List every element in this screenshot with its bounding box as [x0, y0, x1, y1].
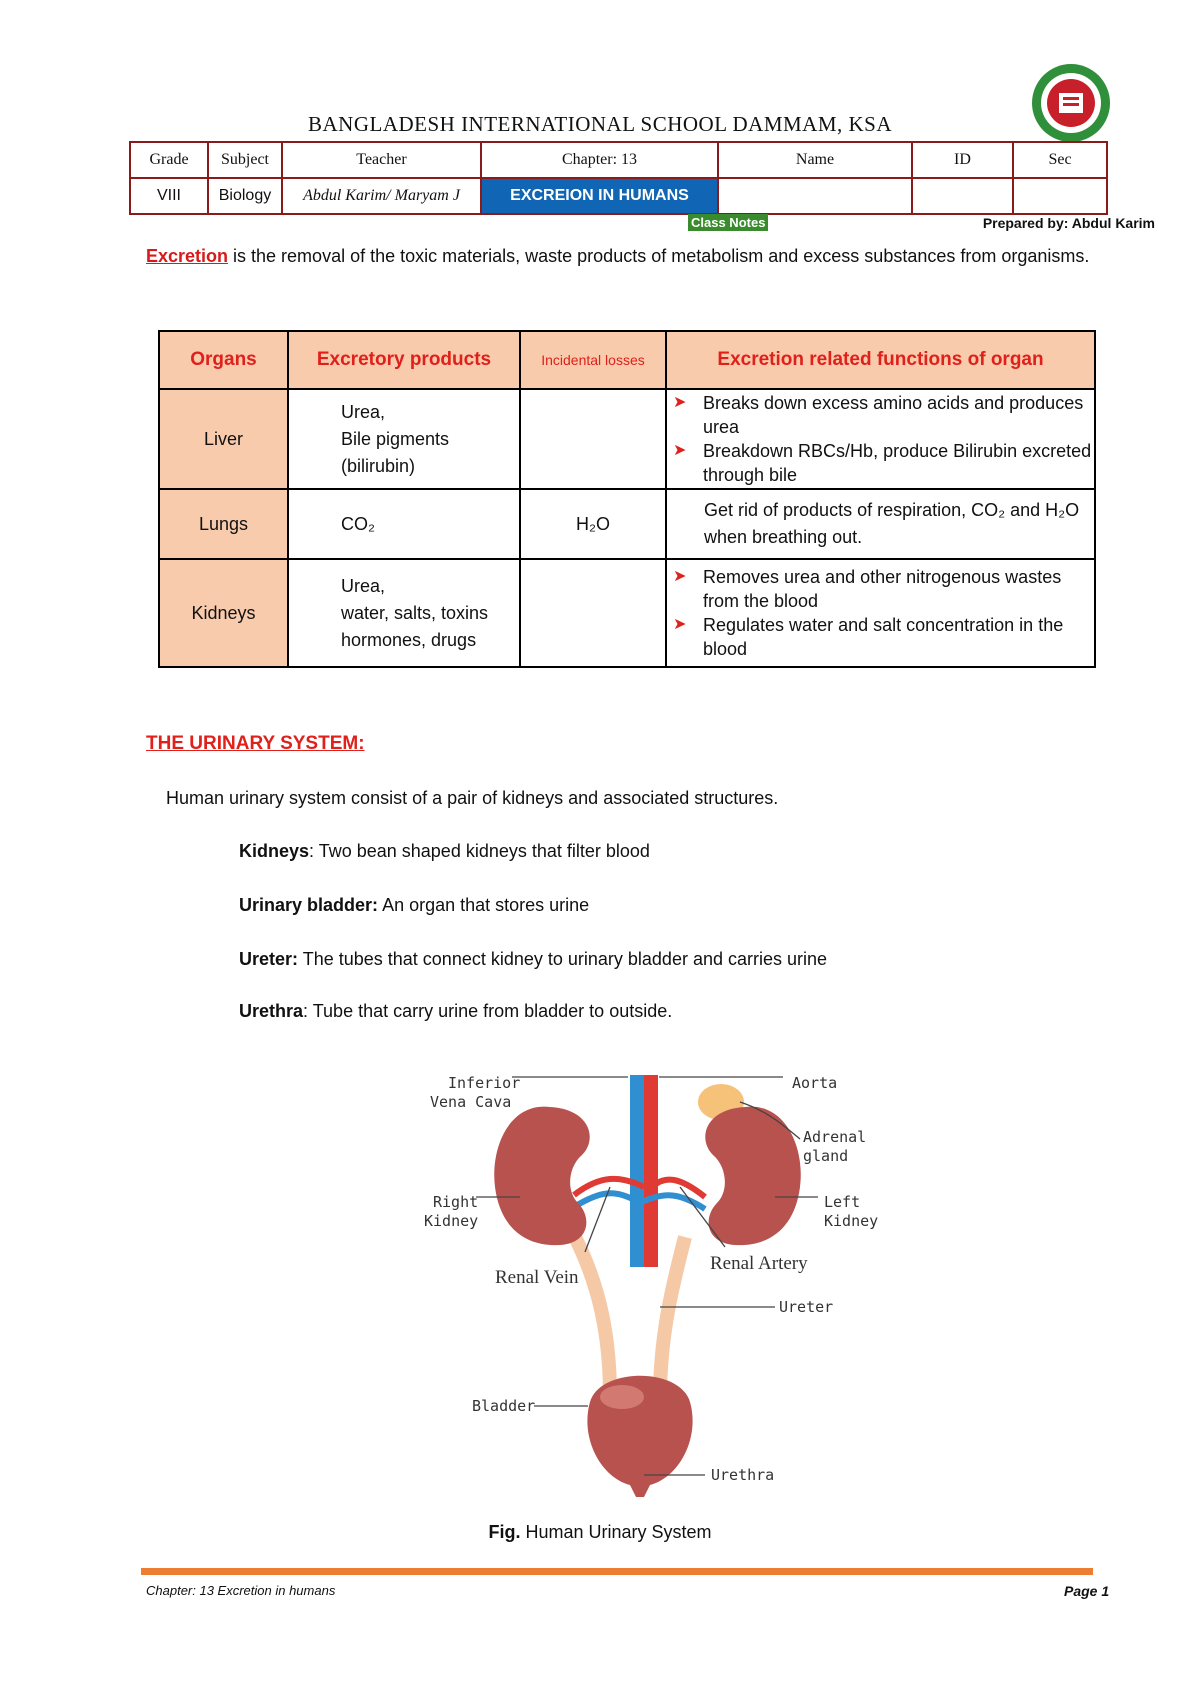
- footer-rule: [141, 1568, 1093, 1575]
- label-bladder: Bladder: [472, 1397, 536, 1415]
- label-renal-artery: Renal Artery: [710, 1253, 808, 1274]
- figure-caption: [0, 1522, 1200, 1543]
- functions-cell: Get rid of products of respiration, CO₂ and H₂O when breathing out.: [666, 489, 1095, 559]
- footer-page: Page 1: [1064, 1583, 1110, 1599]
- school-name: BANGLADESH INTERNATIONAL SCHOOL DAMMAM, KSA: [307, 112, 893, 136]
- grade-value: VIII: [130, 178, 208, 214]
- label-vena-cava: Vena Cava: [430, 1093, 512, 1111]
- label-left-kidney: Kidney: [824, 1212, 879, 1230]
- function-item: Regulates water and salt concentration in the blood: [703, 615, 1064, 659]
- product-line: Urea,: [341, 575, 386, 596]
- col-functions: Excretion related functions of organ: [666, 331, 1095, 389]
- label-renal-vein: Renal Vein: [495, 1267, 579, 1288]
- student-info-table: [129, 141, 1108, 215]
- arrow-bullet-icon: ➤: [673, 442, 687, 459]
- definition-text: is the removal of the toxic materials, waste products of metabolism and excess substances from organisms.: [228, 246, 1090, 266]
- product-line: Bile pigments: [341, 428, 450, 449]
- functions-cell: [666, 389, 1095, 489]
- label-right-kidney: Kidney: [424, 1212, 479, 1230]
- caption-bold: Fig.: [488, 1522, 521, 1542]
- losses-cell: [520, 389, 666, 489]
- products-cell: [288, 559, 520, 667]
- item-term: Ureter:: [239, 949, 299, 969]
- function-item: Breaks down excess amino acids and produces urea: [703, 393, 1084, 437]
- header-subject: Subject: [208, 142, 282, 178]
- item-sep: :: [309, 841, 319, 861]
- name-field[interactable]: [718, 178, 912, 214]
- chapter-title: EXCREION IN HUMANS: [481, 178, 718, 214]
- header-teacher: Teacher: [282, 142, 481, 178]
- organ-cell: Kidneys: [159, 559, 288, 667]
- list-item: [239, 895, 589, 916]
- product-line: hormones, drugs: [341, 629, 477, 650]
- organ-cell: Lungs: [159, 489, 288, 559]
- product-line: water, salts, toxins: [341, 602, 489, 623]
- item-term: Urethra: [239, 1001, 304, 1021]
- losses-cell: H₂O: [520, 489, 666, 559]
- list-item: [239, 949, 827, 970]
- item-term: Kidneys: [239, 841, 310, 861]
- definition-keyword: Excretion: [146, 246, 229, 266]
- label-aorta: Aorta: [792, 1074, 838, 1092]
- label-gland: gland: [803, 1147, 849, 1165]
- label-left: Left: [824, 1193, 861, 1211]
- item-desc: The tubes that connect kidney to urinary bladder and carries urine: [302, 949, 828, 969]
- table-row: [159, 489, 1095, 559]
- product-line: (bilirubin): [341, 455, 416, 476]
- prepared-by: Prepared by: Abdul Karim: [982, 215, 1155, 231]
- col-incidental-losses: Incidental losses: [520, 331, 666, 389]
- arrow-bullet-icon: ➤: [673, 616, 687, 633]
- organ-cell: Liver: [159, 389, 288, 489]
- col-organs: Organs: [159, 331, 288, 389]
- urinary-system-heading: [146, 733, 365, 755]
- arrow-bullet-icon: ➤: [673, 568, 687, 585]
- table-row: [159, 559, 1095, 667]
- losses-cell: [520, 559, 666, 667]
- header-id: ID: [912, 142, 1013, 178]
- list-item: [239, 841, 650, 862]
- header-grade: Grade: [130, 142, 208, 178]
- product-line: Urea,: [341, 401, 386, 422]
- label-inferior: Inferior: [448, 1074, 521, 1092]
- header-chapter: Chapter: 13: [481, 142, 718, 178]
- subject-value: Biology: [208, 178, 282, 214]
- products-cell: CO₂: [288, 489, 520, 559]
- teacher-value: Abdul Karim/ Maryam J: [282, 178, 481, 214]
- heading-text: THE URINARY SYSTEM: [146, 733, 359, 754]
- label-ureter: Ureter: [779, 1298, 834, 1316]
- function-item: Breakdown RBCs/Hb, produce Bilirubin excreted through bile: [703, 441, 1092, 485]
- functions-cell: [666, 559, 1095, 667]
- function-item: Removes urea and other nitrogenous wastes from the blood: [703, 567, 1062, 611]
- item-desc: Tube that carry urine from bladder to outside.: [312, 1001, 673, 1021]
- arrow-bullet-icon: ➤: [673, 394, 687, 411]
- item-sep: :: [303, 1001, 313, 1021]
- products-cell: [288, 389, 520, 489]
- sec-field[interactable]: [1013, 178, 1107, 214]
- list-item: [239, 1001, 672, 1022]
- caption-text: Human Urinary System: [520, 1522, 712, 1542]
- organs-table: [158, 330, 1096, 668]
- heading-colon: :: [358, 733, 365, 754]
- header-name: Name: [718, 142, 912, 178]
- urinary-intro: Human urinary system consist of a pair of kidneys and associated structures.: [166, 788, 779, 808]
- header-sec: Sec: [1013, 142, 1107, 178]
- footer-chapter: Chapter: 13 Excretion in humans: [146, 1583, 336, 1598]
- item-desc: An organ that stores urine: [382, 895, 590, 915]
- class-notes-badge: Class Notes: [688, 214, 768, 231]
- item-desc: Two bean shaped kidneys that filter blood: [318, 841, 650, 861]
- id-field[interactable]: [912, 178, 1013, 214]
- col-excretory-products: Excretory products: [288, 331, 520, 389]
- item-term: Urinary bladder:: [239, 895, 379, 915]
- label-right: Right: [433, 1193, 479, 1211]
- label-adrenal: Adrenal: [803, 1128, 867, 1146]
- excretion-definition: [146, 242, 1106, 270]
- urinary-system-diagram: [0, 1057, 1200, 1497]
- urinary-system-figure: [0, 1057, 1200, 1497]
- label-urethra: Urethra: [711, 1466, 775, 1484]
- table-row: [159, 389, 1095, 489]
